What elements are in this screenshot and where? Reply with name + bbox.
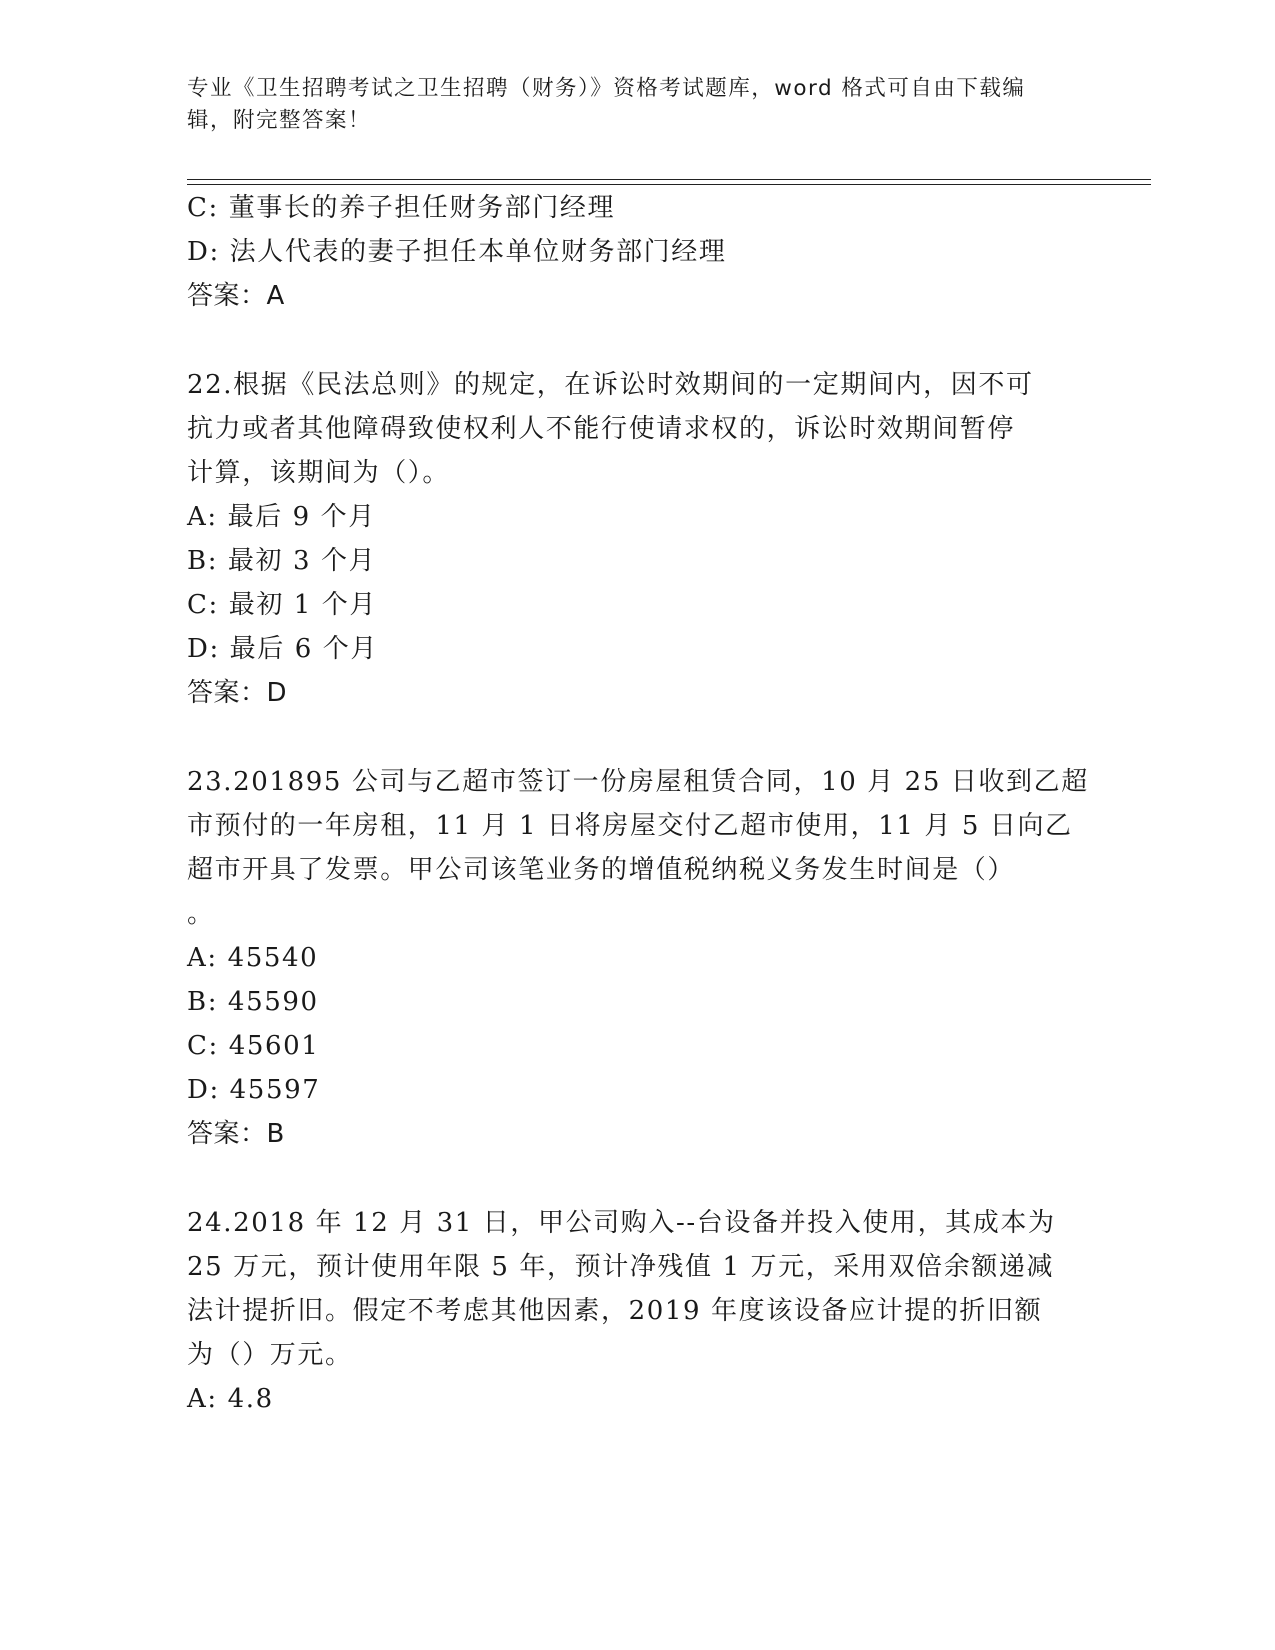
q23-stem-line-2: 市预付的一年房租，11 月 1 日将房屋交付乙超市使用，11 月 5 日向乙 [187, 811, 1073, 841]
q24-stem-line-1: 24.2018 年 12 月 31 日，甲公司购入--台设备并投入使用，其成本为 [187, 1208, 1056, 1238]
q22-stem-line-1: 22.根据《民法总则》的规定，在诉讼时效期间的一定期间内，因不可 [187, 370, 1034, 400]
q24-stem-line-3: 法计提折旧。假定不考虑其他因素，2019 年度该设备应计提的折旧额 [187, 1296, 1043, 1326]
q22-option-c: C: 最初 1 个月 [187, 590, 377, 620]
q21-option-c: C: 董事长的养子担任财务部门经理 [187, 193, 616, 223]
header-rule-top [187, 179, 1151, 180]
q24-stem-line-4: 为（）万元。 [187, 1340, 353, 1370]
q22-option-b: B: 最初 3 个月 [187, 546, 377, 576]
document-header: 专业《卫生招聘考试之卫生招聘（财务）》资格考试题库，word 格式可自由下载编辑，附完整答案！ [187, 76, 1026, 133]
q21-option-d: D: 法人代表的妻子担任本单位财务部门经理 [187, 237, 727, 267]
q24-stem-line-2: 25 万元，预计使用年限 5 年，预计净残值 1 万元，采用双倍余额递减 [187, 1252, 1055, 1282]
q22-option-a: A: 最后 9 个月 [187, 502, 376, 532]
q23-option-a: A: 45540 [187, 943, 319, 973]
q23-answer: 答案：B [187, 1119, 285, 1149]
q23-stem-line-1: 23.201895 公司与乙超市签订一份房屋租赁合同，10 月 25 日收到乙超 [187, 767, 1089, 797]
q23-option-c: C: 45601 [187, 1031, 320, 1061]
q23-stem-line-3: 超市开具了发票。甲公司该笔业务的增值税纳税义务发生时间是（） [187, 855, 1016, 885]
q22-stem-line-2: 抗力或者其他障碍致使权利人不能行使请求权的，诉讼时效期间暂停 [187, 414, 1016, 444]
q24-option-a: A: 4.8 [187, 1384, 274, 1414]
q22-option-d: D: 最后 6 个月 [187, 634, 378, 664]
header-rule-bottom [187, 184, 1151, 185]
q23-stem-line-4: 。 [187, 899, 215, 929]
q23-option-b: B: 45590 [187, 987, 319, 1017]
q22-answer: 答案：D [187, 678, 288, 708]
q21-answer: 答案：A [187, 281, 285, 311]
q23-option-d: D: 45597 [187, 1075, 321, 1105]
q22-stem-line-3: 计算，该期间为（）。 [187, 458, 451, 488]
